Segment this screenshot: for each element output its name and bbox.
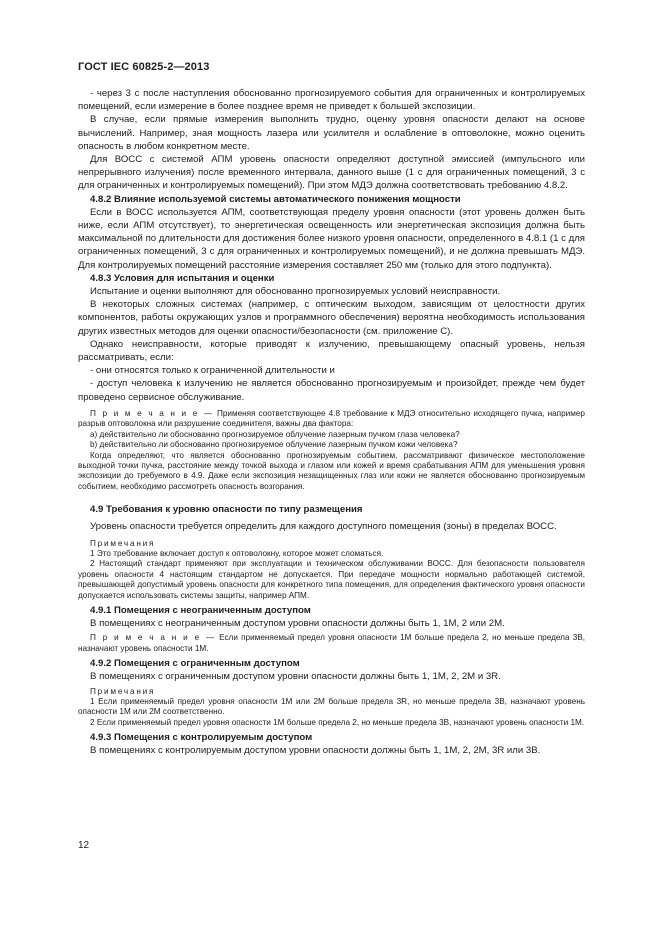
paragraph: В случае, если прямые измерения выполнить трудно, оценку уровня опасности делают на основе вычислений. Например, зная мощность лазера или усилителя и ослабление в оптоволокне, можно оценить опасность в любом конкретном месте. bbox=[78, 114, 585, 152]
paragraph: - через 3 с после наступления обоснованно прогнозируемого события для ограниченных и контролируемых помещений, если измерение в более позднее время не приведет к большей экспозиции. bbox=[78, 88, 585, 113]
paragraph: Если в ВОСС используется АПМ, соответствующая пределу уровня опасности (этот уровень должен быть ниже, если АПМ отсутствует), то энергетическая освещенность или энергетическая экспозиция должна быть максимальной по длительности для достижения более низкого уровня опасности, определенного в 4.8.1 (1 с для ограниченных помещений, 3 с для ограниченных и контролируемых помещений), и не должна превышать МДЭ. Для контролируемых помещений расстояние измерения составляет 250 мм (только для этого подпункта). bbox=[78, 206, 585, 271]
section-heading-4-9: 4.9 Требования к уровню опасности по типу размещения bbox=[90, 504, 363, 516]
section-heading-4-8-3: 4.8.3 Условия для испытания и оценки bbox=[90, 272, 275, 284]
notes-label: Примечания bbox=[90, 538, 156, 548]
paragraph: В некоторых сложных системах (например, с оптическим выходом, зависящим от целостности других компонентов, работы окружающих узлов и программного обеспечения) вероятна необходимость использования других известных методов для оценки опасности/безопасности (см. приложение С). bbox=[78, 299, 585, 337]
note-item: 2 Настоящий стандарт применяют при эксплуатации и техническом обслуживании ВОСС. Для безопасности пользователя уровень опасности 4 настоящим стандартом не допускается. При передаче мощности нормально работающей системой, превышающей допустимый уровень опасности для конкретного типа помещения, для определения фактического уровня опасности допускается использовать системы защиты, например АПМ. bbox=[78, 559, 585, 600]
paragraph: Для ВОСС с системой АПМ уровень опасности определяют доступной эмиссией (импульсного или непрерывного излучения) после временного интервала, данного выше (1 с для ограниченных помещений, 3 с для ограниченных и контролируемых помещений). При этом МДЭ должна соответствовать требованию 4.8.2. bbox=[78, 154, 585, 192]
paragraph: В помещениях с контролируемым доступом уровни опасности должны быть 1, 1М, 2, 2М, 3R или 3В. bbox=[90, 745, 541, 757]
section-heading-4-9-2: 4.9.2 Помещения с ограниченным доступом bbox=[90, 658, 300, 670]
notes-label: Примечания bbox=[90, 686, 156, 696]
paragraph: Испытание и оценки выполняют для обоснованно прогнозируемых условий неисправности. bbox=[90, 286, 501, 298]
paragraph: В помещениях с неограниченным доступом уровни опасности должны быть 1, 1М, 2 или 2М. bbox=[90, 618, 505, 630]
note-item: а) действительно ли обоснованно прогнозируемое облучение лазерным пучком глаза человека? bbox=[90, 429, 460, 439]
note bbox=[78, 409, 585, 430]
note-label: П р и м е ч а н и е — bbox=[90, 633, 216, 643]
document-header: ГОСТ IEC 60825-2—2013 bbox=[78, 61, 210, 73]
note bbox=[78, 633, 585, 654]
note-item: Когда определяют, что является обоснованно прогнозируемым событием, рассматривают физическое местоположение выходной точки пучка, расстояние между точкой выхода и глазом или кожей и время срабатывания АПМ для уменьшения уровня экспозиции до требуемого в 4.9. Даже если экспозиция незащищенных глаз или кожи не является обоснованно прогнозируемым событием, необходимо рассмотреть опасность возгорания. bbox=[78, 450, 585, 491]
note-item: 2 Если применяемый предел уровня опасности 1М больше предела 2, но меньше предела 3В, назначают уровень опасности 1М. bbox=[90, 717, 585, 727]
note-label: П р и м е ч а н и е — bbox=[90, 408, 214, 418]
list-item: - доступ человека к излучению не является обоснованно прогнозируемым и произойдет, прежде чем будет проведено сервисное обслуживание. bbox=[78, 378, 585, 403]
paragraph: Однако неисправности, которые приводят к излучению, превышающему опасный уровень, нельзя рассматривать, если: bbox=[78, 338, 585, 364]
list-item: - они относятся только к ограниченной длительности и bbox=[90, 365, 335, 377]
note-item: b) действительно ли обоснованно прогнозируемое облучение лазерным пучком кожи человека? bbox=[90, 440, 458, 450]
section-heading-4-8-2: 4.8.2 Влияние используемой системы автоматического понижения мощности bbox=[90, 193, 461, 205]
section-heading-4-9-3: 4.9.3 Помещения с контролируемым доступом bbox=[90, 732, 313, 744]
note-item: 1 Это требование включает доступ к оптоволокну, которое может сломаться. bbox=[90, 548, 384, 558]
section-heading-4-9-1: 4.9.1 Помещения с неограниченным доступом bbox=[90, 604, 311, 616]
paragraph: В помещениях с ограниченным доступом уровни опасности должны быть 1, 1М, 2, 2М и 3R. bbox=[90, 671, 501, 683]
page-body bbox=[78, 87, 585, 758]
note-text: Применяя соответствующее 4.8 требование к МДЭ относительно исходящего пучка, например разрыв оптоволокна или разрушение соединителя, важны два фактора: bbox=[78, 408, 585, 429]
paragraph: Уровень опасности требуется определить для каждого доступного помещения (зоны) в пределах ВОСС. bbox=[90, 521, 557, 533]
note-item: 1 Если применяемый предел уровня опасности 1М или 2М больше предела 3R, но меньше предела 3В, назначают уровень опасности 1М или 2М соответственно. bbox=[78, 697, 585, 717]
note-text: Если применяемый предел уровня опасности 1М больше предела 2, но меньше предела 3В, назначают уровень опасности 1М. bbox=[78, 633, 586, 653]
page-number: 12 bbox=[78, 840, 90, 851]
